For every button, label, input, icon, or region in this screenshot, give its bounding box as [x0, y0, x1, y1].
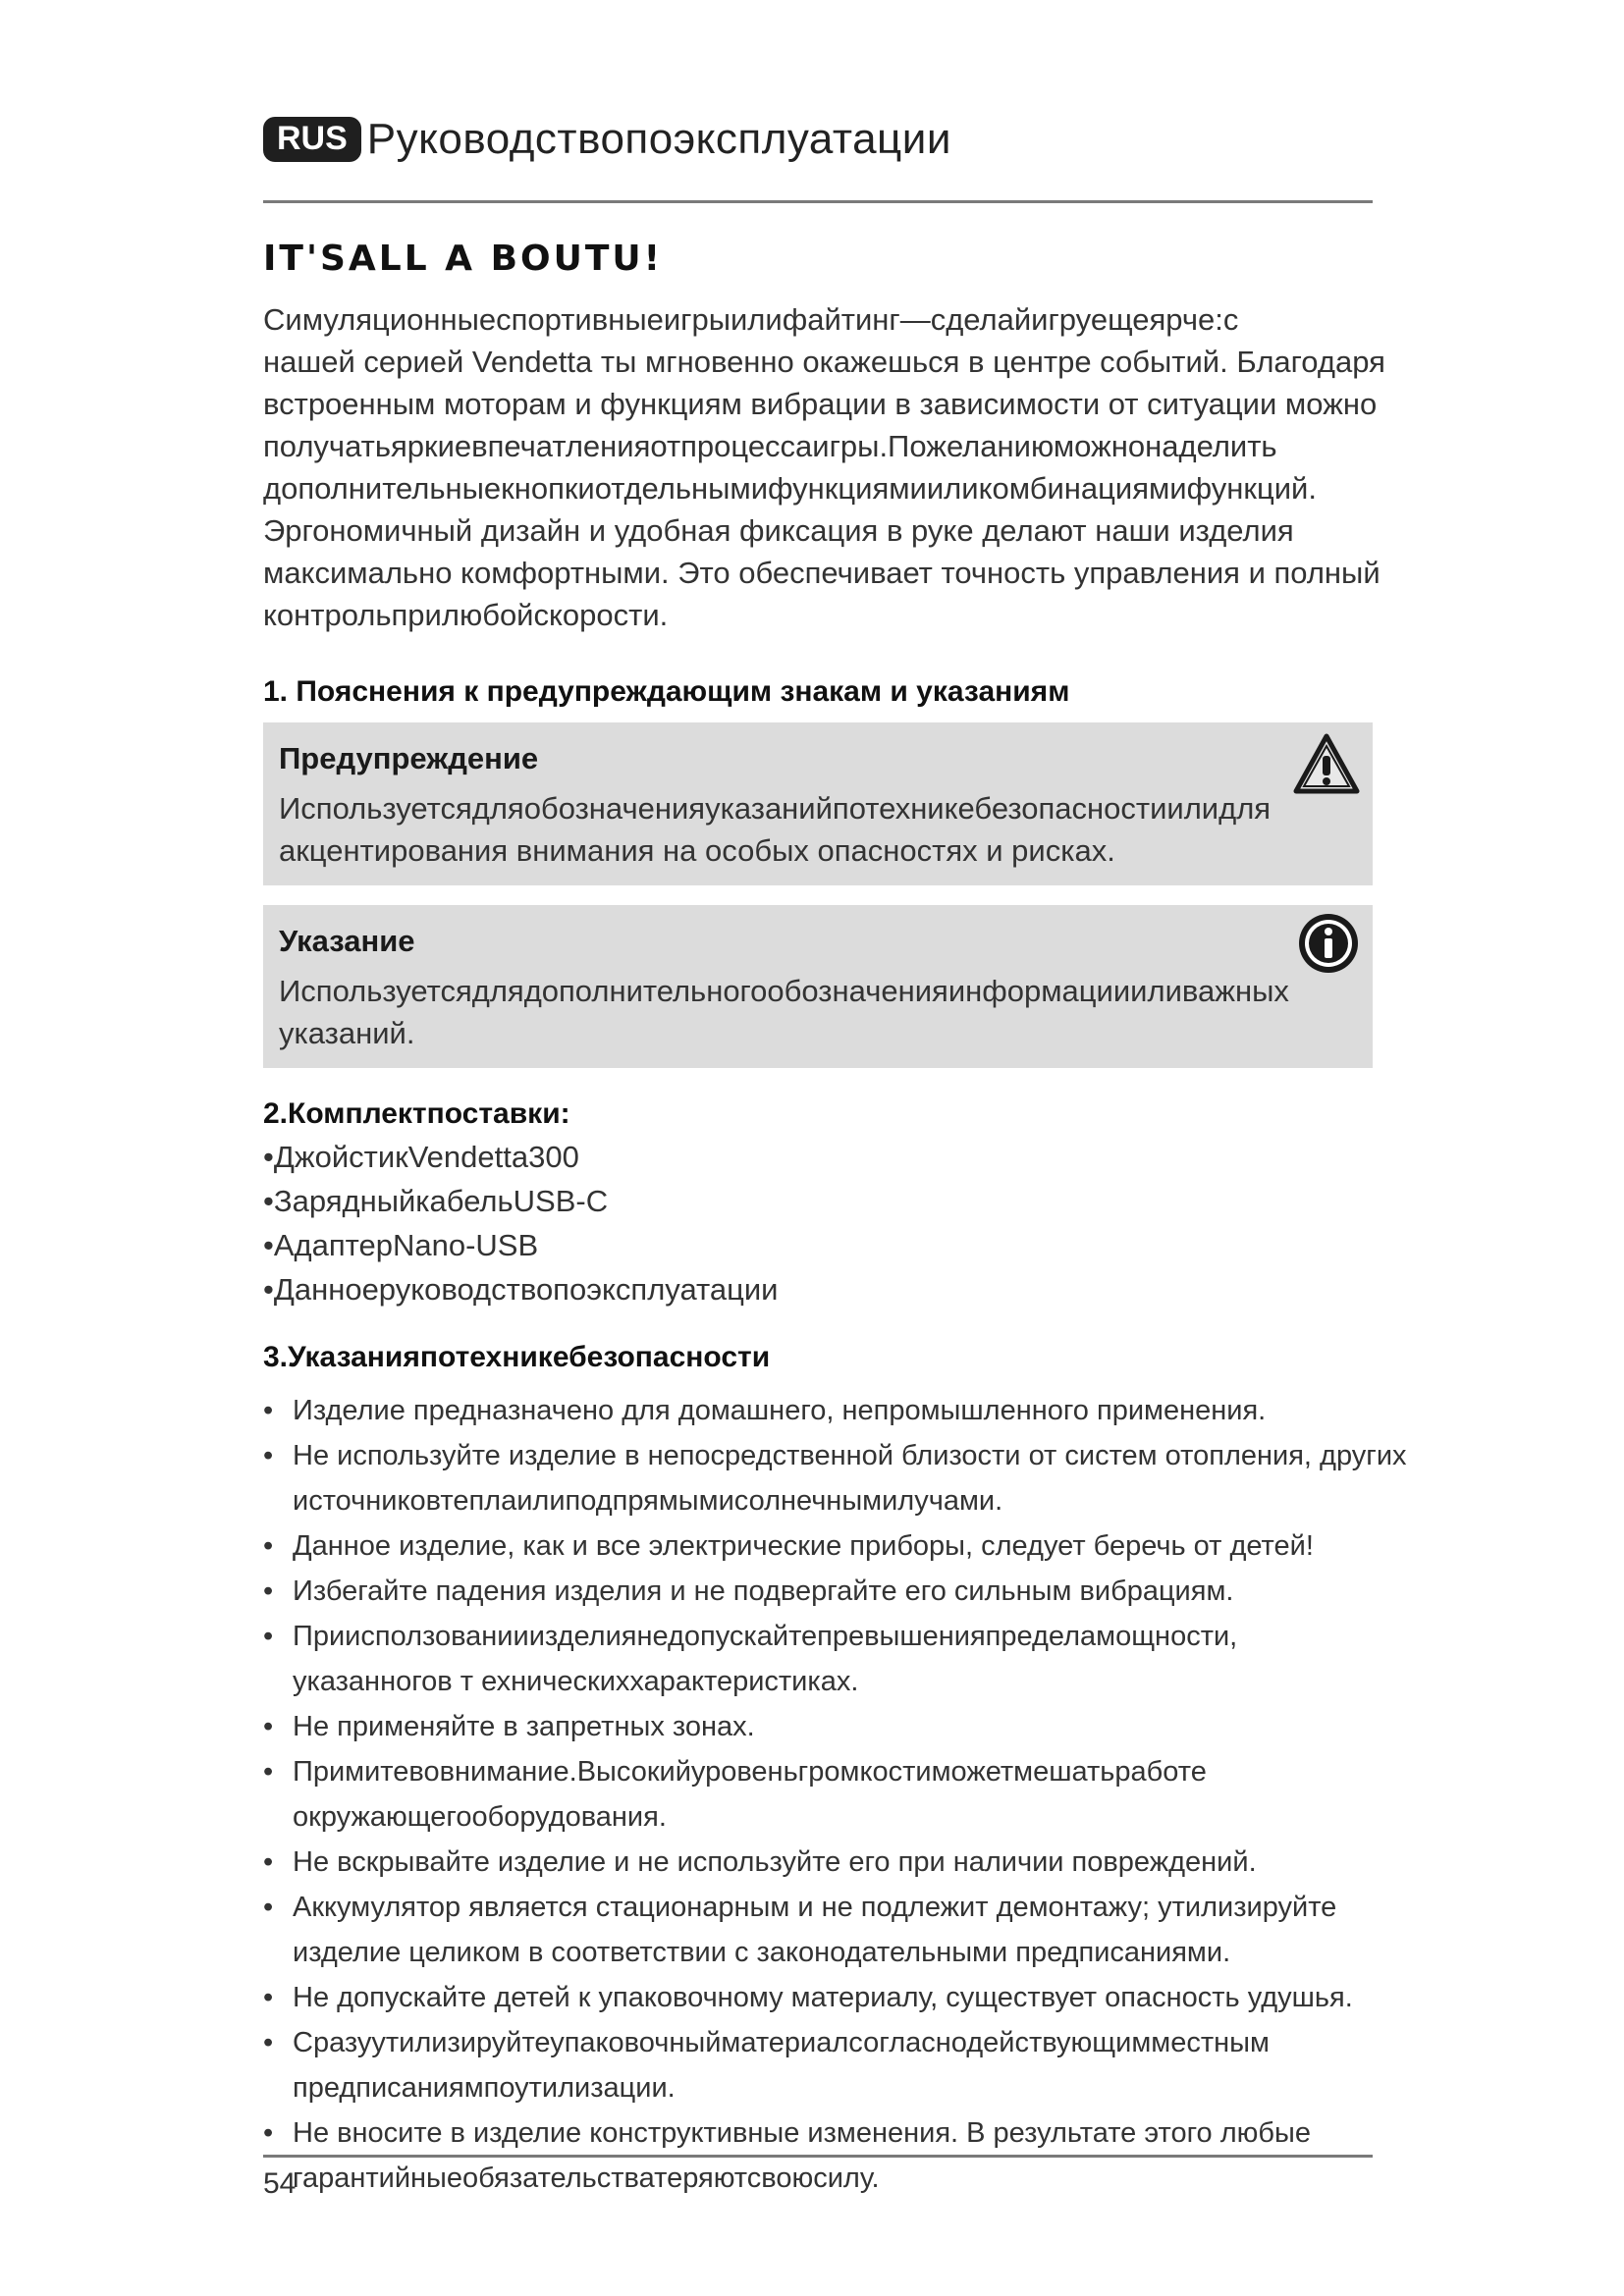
bullet-icon: • [263, 1440, 274, 1471]
section-2-heading: 2.Комплектпоставки: [263, 1097, 570, 1130]
list-item-line: источниковтеплаилиподпрямымисолнечнымилучами. [293, 1485, 1003, 1517]
warning-line: Используетсядляобозначенияуказанийпотехникебезопасностиилидля [279, 791, 1272, 826]
warning-title: Предупреждение [279, 741, 539, 775]
bullet-icon: • [263, 2027, 274, 2058]
list-item-text [293, 1704, 755, 1749]
list-item: •ДжойстикVendetta300 [263, 1140, 579, 1174]
list-item-text [293, 1975, 1353, 2020]
intro-line: нашей серией Vendetta ты мгновенно окажешься в центре событий. Благодаря [263, 345, 1385, 379]
list-item-line: изделие целиком в соответствии с законодательными предписаниями. [293, 1937, 1231, 1968]
bullet-icon: • [263, 1892, 274, 1923]
list-item-text [293, 1749, 1207, 1840]
warning-triangle-icon [1292, 732, 1361, 797]
page-number: 54 [263, 2167, 297, 2200]
list-item-text [293, 1885, 1336, 1975]
list-item-text [293, 1614, 1237, 1704]
list-item-text [293, 2020, 1270, 2110]
list-item-line: Изделие предназначено для домашнего, непромышленного применения. [293, 1395, 1267, 1426]
footer-divider [263, 2155, 1373, 2158]
list-item-line: Приисползованииизделиянедопускайтепревышенияпределамощности, [293, 1621, 1238, 1652]
list-item-text [293, 1523, 1314, 1569]
list-item-line: Избегайте падения изделия и не подвергайте его сильным вибрациям. [293, 1575, 1234, 1607]
note-text [279, 970, 1357, 1054]
note-line: указаний. [279, 1016, 415, 1050]
list-item-text [293, 1840, 1257, 1885]
intro-line: максимально комфортными. Это обеспечивает точность управления и полный [263, 556, 1380, 590]
list-item-line: Не применяйте в запретных зонах. [293, 1711, 755, 1742]
note-line: Используетсядлядополнительногообозначенияинформациииливажных [279, 974, 1289, 1008]
list-item [263, 1840, 1373, 1885]
bullet-icon: • [263, 1756, 274, 1788]
list-item-line: Сразуутилизируйтеупаковочныйматериалсогласнодействующимместным [293, 2027, 1270, 2058]
warning-box [263, 722, 1373, 885]
list-item-line: предписаниямпоутилизации. [293, 2072, 676, 2104]
list-item-line: указанногов т ехническиххарактеристиках. [293, 1666, 859, 1697]
list-item [263, 1885, 1373, 1975]
intro-line: дополнительныекнопкиотдельнымифункциямииликомбинациямифункций. [263, 471, 1317, 506]
bullet-icon: • [263, 1395, 274, 1426]
list-item [263, 2020, 1373, 2110]
info-icon [1296, 911, 1361, 976]
warning-text [279, 787, 1357, 872]
list-item [263, 1614, 1373, 1704]
intro-line: Симуляционныеспортивныеигрыилифайтинг—сделайигруещеярче:с [263, 302, 1239, 337]
list-item [263, 1523, 1373, 1569]
intro-line: получатьяркиевпечатленияотпроцессаигры.Пожеланиюможнонаделить [263, 429, 1277, 463]
intro-line: встроенным моторам и функциям вибрации в зависимости от ситуации можно [263, 387, 1378, 421]
intro-line: Эргономичный дизайн и удобная фиксация в руке делают наши изделия [263, 513, 1294, 548]
page-header [263, 108, 1373, 171]
intro-line: контрольприлюбойскорости. [263, 598, 669, 632]
intro-paragraph [263, 298, 1385, 636]
manual-page [263, 108, 1407, 2201]
list-item-line: Не вскрывайте изделие и не используйте его при наличии повреждений. [293, 1846, 1257, 1878]
list-item: •ЗарядныйкабельUSB-C [263, 1184, 609, 1218]
note-title: Указание [279, 924, 415, 958]
warning-line: акцентирования внимания на особых опасностях и рисках. [279, 833, 1115, 868]
list-item [263, 1749, 1373, 1840]
bullet-icon: • [263, 1982, 274, 2013]
list-item: •Данноеруководствопоэксплуатации [263, 1272, 779, 1307]
list-item-line: Аккумулятор является стационарным и не подлежит демонтажу; утилизируйте [293, 1892, 1337, 1923]
list-item-text [293, 1569, 1233, 1614]
bullet-icon: • [263, 2117, 274, 2149]
section-3-heading: 3.Указанияпотехникебезопасности [263, 1341, 771, 1373]
list-item-line: Данное изделие, как и все электрические приборы, следует беречь от детей! [293, 1530, 1314, 1562]
list-item-line: гарантийныеобязательстватеряютсвоюсилу. [293, 2163, 880, 2194]
section-1-heading: 1. Пояснения к предупреждающим знакам и указаниям [263, 675, 1070, 708]
list-item-line: Не вносите в изделие конструктивные изменения. В результате этого любые [293, 2117, 1311, 2149]
bullet-icon: • [263, 1621, 274, 1652]
list-item [263, 1388, 1373, 1433]
bullet-icon: • [263, 1711, 274, 1742]
bullet-icon: • [263, 1575, 274, 1607]
note-box [263, 905, 1373, 1068]
list-item [263, 1975, 1373, 2020]
list-item-text [293, 1388, 1266, 1433]
package-contents-list [263, 1135, 1373, 1311]
list-item [263, 1569, 1373, 1614]
list-item [263, 1704, 1373, 1749]
list-item-line: Не используйте изделие в непосредственной близости от систем отопления, других [293, 1440, 1407, 1471]
safety-list [263, 1388, 1407, 2201]
list-item-line: Примитевовнимание.Высокийуровеньгромкостиможетмешатьработе [293, 1756, 1207, 1788]
list-item [263, 1433, 1407, 1523]
list-item-text [293, 1433, 1407, 1523]
list-item-line: Не допускайте детей к упаковочному материалу, существует опасность удушья. [293, 1982, 1353, 2013]
language-badge: RUS [263, 117, 361, 162]
header-divider [263, 200, 1373, 203]
bullet-icon: • [263, 1530, 274, 1562]
bullet-icon: • [263, 1846, 274, 1878]
brand-title: IT'SALL A BOUTU! [263, 239, 664, 279]
header-title: Руководствопоэксплуатации [366, 115, 951, 163]
list-item: •АдаптерNano-USB [263, 1228, 539, 1262]
list-item-line: окружающегооборудования. [293, 1801, 667, 1833]
